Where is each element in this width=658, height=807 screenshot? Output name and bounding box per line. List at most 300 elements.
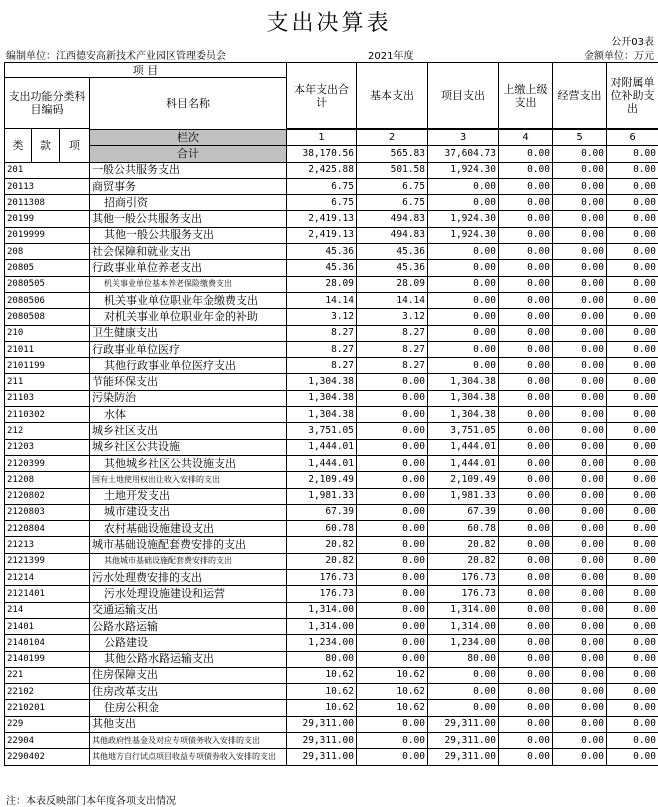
row-name: 卫生健康支出	[90, 325, 287, 341]
col-num-6: 6	[607, 130, 658, 146]
row-value: 0.00	[357, 570, 428, 586]
row-value: 0.00	[357, 407, 428, 423]
col-num-2: 2	[357, 130, 428, 146]
table-row	[5, 178, 658, 194]
row-value: 45.36	[357, 260, 428, 276]
table-row	[5, 195, 658, 211]
row-value: 45.36	[287, 260, 357, 276]
row-value: 0.00	[428, 244, 499, 260]
row-code: 214	[5, 602, 90, 618]
header-func-class: 支出功能分类科目编码	[5, 78, 90, 129]
table-row	[5, 455, 658, 471]
row-name: 城乡社区支出	[90, 423, 287, 439]
table-row	[5, 602, 658, 618]
row-value: 0.00	[607, 390, 658, 406]
row-value: 0.00	[553, 537, 607, 553]
row-name: 行政事业单位养老支出	[90, 260, 287, 276]
row-code: 2080505	[5, 276, 90, 292]
org-name: 编制单位：江西德安高新技术产业园区管理委员会	[6, 47, 226, 62]
row-name: 其他支出	[90, 716, 287, 732]
row-value: 0.00	[607, 325, 658, 341]
row-value: 0.00	[607, 211, 658, 227]
row-value: 0.00	[553, 635, 607, 651]
row-value: 1,234.00	[287, 635, 357, 651]
table-row	[5, 358, 658, 374]
report-year: 2021年度	[368, 47, 413, 62]
row-name: 住房保障支出	[90, 667, 287, 683]
row-code: 21103	[5, 390, 90, 406]
row-value: 29,311.00	[287, 716, 357, 732]
header-subject-name: 科目名称	[90, 78, 287, 130]
row-value: 0.00	[607, 667, 658, 683]
row-value: 45.36	[287, 244, 357, 260]
row-value: 0.00	[357, 635, 428, 651]
form-code: 公开03表	[611, 33, 654, 48]
row-code: 20805	[5, 260, 90, 276]
row-value: 0.00	[607, 276, 658, 292]
row-value: 0.00	[428, 358, 499, 374]
table-row	[5, 472, 658, 488]
row-value: 0.00	[499, 602, 553, 618]
row-value: 0.00	[553, 407, 607, 423]
row-value: 67.39	[287, 504, 357, 520]
row-value: 0.00	[357, 521, 428, 537]
table-row	[5, 716, 658, 732]
row-name: 其他一般公共服务支出	[90, 211, 287, 227]
row-value: 0.00	[428, 309, 499, 325]
row-value: 0.00	[499, 488, 553, 504]
row-value: 0.00	[607, 749, 658, 765]
row-code: 21401	[5, 618, 90, 634]
table-row	[5, 586, 658, 602]
row-value: 3.12	[287, 309, 357, 325]
row-value: 1,314.00	[287, 602, 357, 618]
row-name: 公路水路运输	[90, 618, 287, 634]
row-value: 0.00	[553, 716, 607, 732]
row-value: 1,304.38	[287, 374, 357, 390]
row-value: 0.00	[607, 162, 658, 178]
table-row	[5, 439, 658, 455]
footer-note: 注：本表反映部门本年度各项支出情况	[6, 792, 176, 807]
row-value: 1,304.38	[428, 374, 499, 390]
row-value: 0.00	[428, 178, 499, 194]
row-value: 0.00	[357, 537, 428, 553]
row-value: 0.00	[357, 553, 428, 569]
row-name: 其他公路水路运输支出	[90, 651, 287, 667]
row-value: 2,419.13	[287, 227, 357, 243]
row-name: 机关事业单位职业年金缴费支出	[90, 292, 287, 308]
row-name: 住房公积金	[90, 700, 287, 716]
row-name: 城市建设支出	[90, 504, 287, 520]
row-code: 2210201	[5, 700, 90, 716]
row-name: 其他一般公共服务支出	[90, 227, 287, 243]
row-value: 0.00	[357, 390, 428, 406]
row-value: 0.00	[553, 472, 607, 488]
row-code: 211	[5, 374, 90, 390]
row-value: 2,425.88	[287, 162, 357, 178]
row-code: 2101199	[5, 358, 90, 374]
row-name: 其他政府性基金及对应专项债务收入安排的支出	[90, 732, 287, 748]
row-value: 0.00	[553, 651, 607, 667]
header-project: 项目支出	[428, 63, 499, 129]
row-value: 1,444.01	[287, 439, 357, 455]
row-value: 0.00	[607, 358, 658, 374]
row-value: 0.00	[499, 732, 553, 748]
row-value: 0.00	[357, 716, 428, 732]
row-value: 1,444.01	[428, 439, 499, 455]
row-value: 10.62	[357, 700, 428, 716]
row-code: 2121401	[5, 586, 90, 602]
row-value: 10.62	[287, 684, 357, 700]
row-value: 0.00	[499, 309, 553, 325]
row-value: 0.00	[499, 211, 553, 227]
row-value: 0.00	[499, 358, 553, 374]
row-name: 交通运输支出	[90, 602, 287, 618]
row-value: 0.00	[607, 716, 658, 732]
row-name: 污水处理费安排的支出	[90, 570, 287, 586]
row-value: 0.00	[499, 374, 553, 390]
row-code: 208	[5, 244, 90, 260]
row-value: 0.00	[553, 162, 607, 178]
row-value: 0.00	[499, 504, 553, 520]
table-row	[5, 684, 658, 700]
row-value: 29,311.00	[287, 749, 357, 765]
row-value: 0.00	[553, 700, 607, 716]
total-cell: 38,170.56	[287, 146, 357, 162]
row-value: 10.62	[357, 667, 428, 683]
row-code: 2011308	[5, 195, 90, 211]
row-value: 0.00	[553, 732, 607, 748]
row-value: 29,311.00	[428, 732, 499, 748]
row-code: 2120399	[5, 455, 90, 471]
row-code: 2019999	[5, 227, 90, 243]
row-value: 0.00	[607, 227, 658, 243]
row-value: 0.00	[499, 227, 553, 243]
row-value: 0.00	[428, 260, 499, 276]
row-value: 0.00	[607, 244, 658, 260]
row-value: 0.00	[553, 618, 607, 634]
row-value: 0.00	[428, 700, 499, 716]
row-value: 0.00	[499, 537, 553, 553]
row-name: 其他地方自行试点项目收益专项债券收入安排的支出	[90, 749, 287, 765]
row-value: 20.82	[428, 537, 499, 553]
row-name: 农村基础设施建设支出	[90, 521, 287, 537]
row-value: 494.83	[357, 211, 428, 227]
table-row	[5, 618, 658, 634]
row-value: 8.27	[357, 325, 428, 341]
row-value: 0.00	[607, 602, 658, 618]
row-value: 1,981.33	[428, 488, 499, 504]
row-value: 1,924.30	[428, 211, 499, 227]
table-row	[5, 488, 658, 504]
total-label: 合计	[90, 146, 287, 162]
row-value: 501.58	[357, 162, 428, 178]
row-value: 1,314.00	[428, 602, 499, 618]
header-item-group: 项 目	[5, 63, 287, 78]
table-row	[5, 732, 658, 748]
row-value: 1,304.38	[287, 390, 357, 406]
row-code: 21208	[5, 472, 90, 488]
row-code: 20199	[5, 211, 90, 227]
row-value: 0.00	[607, 374, 658, 390]
row-value: 1,304.38	[287, 407, 357, 423]
row-value: 0.00	[428, 341, 499, 357]
row-value: 0.00	[607, 651, 658, 667]
table-row	[5, 749, 658, 765]
row-value: 20.82	[287, 537, 357, 553]
row-value: 0.00	[357, 472, 428, 488]
table-row	[5, 227, 658, 243]
amount-unit: 金额单位：万元	[584, 47, 654, 62]
row-value: 0.00	[553, 195, 607, 211]
row-code: 20113	[5, 178, 90, 194]
total-cell: 565.83	[357, 146, 428, 162]
row-value: 0.00	[553, 390, 607, 406]
row-value: 0.00	[357, 488, 428, 504]
table-row	[5, 423, 658, 439]
row-value: 0.00	[357, 651, 428, 667]
row-value: 1,234.00	[428, 635, 499, 651]
table-row	[5, 292, 658, 308]
row-value: 14.14	[357, 292, 428, 308]
row-value: 0.00	[553, 586, 607, 602]
table-row	[5, 244, 658, 260]
row-value: 1,314.00	[428, 618, 499, 634]
row-value: 0.00	[357, 618, 428, 634]
row-value: 67.39	[428, 504, 499, 520]
row-value: 80.00	[428, 651, 499, 667]
table-row	[5, 325, 658, 341]
row-value: 0.00	[357, 374, 428, 390]
row-code: 21011	[5, 341, 90, 357]
row-value: 176.73	[287, 570, 357, 586]
row-code: 2121399	[5, 553, 90, 569]
header-lei: 类	[5, 129, 32, 163]
table-row	[5, 309, 658, 325]
row-value: 8.27	[287, 341, 357, 357]
row-value: 0.00	[553, 684, 607, 700]
row-value: 0.00	[607, 684, 658, 700]
row-value: 1,981.33	[287, 488, 357, 504]
row-value: 0.00	[499, 276, 553, 292]
row-name: 污染防治	[90, 390, 287, 406]
row-code: 2080506	[5, 292, 90, 308]
row-value: 0.00	[499, 684, 553, 700]
row-value: 28.09	[287, 276, 357, 292]
row-value: 1,444.01	[287, 455, 357, 471]
col-num-1: 1	[287, 130, 357, 146]
row-value: 0.00	[553, 374, 607, 390]
row-value: 0.00	[553, 325, 607, 341]
row-name: 城乡社区公共设施	[90, 439, 287, 455]
row-value: 0.00	[553, 602, 607, 618]
row-value: 20.82	[287, 553, 357, 569]
row-name: 社会保障和就业支出	[90, 244, 287, 260]
row-value: 0.00	[499, 521, 553, 537]
table-row	[5, 667, 658, 683]
row-value: 0.00	[357, 423, 428, 439]
table-row	[5, 390, 658, 406]
row-value: 6.75	[357, 178, 428, 194]
table-row	[5, 570, 658, 586]
row-code: 2110302	[5, 407, 90, 423]
row-code: 21203	[5, 439, 90, 455]
row-value: 80.00	[287, 651, 357, 667]
row-value: 28.09	[357, 276, 428, 292]
row-value: 3,751.05	[287, 423, 357, 439]
row-code: 2120803	[5, 504, 90, 520]
row-value: 0.00	[499, 439, 553, 455]
row-value: 29,311.00	[287, 732, 357, 748]
row-value: 0.00	[553, 227, 607, 243]
row-value: 0.00	[499, 162, 553, 178]
row-value: 0.00	[553, 211, 607, 227]
report-title: 支出决算表	[0, 6, 658, 37]
total-cell: 37,604.73	[428, 146, 499, 162]
row-value: 0.00	[607, 553, 658, 569]
row-value: 2,109.49	[428, 472, 499, 488]
table-row	[5, 700, 658, 716]
row-value: 60.78	[287, 521, 357, 537]
row-value: 0.00	[428, 195, 499, 211]
row-value: 45.36	[357, 244, 428, 260]
row-value: 2,109.49	[287, 472, 357, 488]
row-value: 0.00	[499, 586, 553, 602]
table-row	[5, 537, 658, 553]
row-value: 8.27	[357, 358, 428, 374]
table-row	[5, 407, 658, 423]
row-value: 3,751.05	[428, 423, 499, 439]
row-name: 污水处理设施建设和运营	[90, 586, 287, 602]
row-name: 其他行政事业单位医疗支出	[90, 358, 287, 374]
table-row	[5, 553, 658, 569]
row-value: 0.00	[499, 244, 553, 260]
row-value: 0.00	[357, 586, 428, 602]
table-row	[5, 504, 658, 520]
table-row	[5, 521, 658, 537]
row-code: 21214	[5, 570, 90, 586]
row-value: 0.00	[607, 521, 658, 537]
row-value: 0.00	[499, 472, 553, 488]
row-name: 土地开发支出	[90, 488, 287, 504]
row-value: 0.00	[607, 292, 658, 308]
header-lanci: 栏次	[90, 130, 287, 146]
row-value: 0.00	[499, 407, 553, 423]
row-value: 176.73	[287, 586, 357, 602]
row-code: 2080508	[5, 309, 90, 325]
row-value: 60.78	[428, 521, 499, 537]
row-value: 0.00	[428, 667, 499, 683]
header-upper: 上缴上级支出	[499, 63, 553, 129]
row-value: 0.00	[607, 488, 658, 504]
row-value: 0.00	[499, 553, 553, 569]
total-cell: 0.00	[553, 146, 607, 162]
row-code: 229	[5, 716, 90, 732]
row-value: 2,419.13	[287, 211, 357, 227]
row-value: 8.27	[287, 358, 357, 374]
row-value: 0.00	[499, 749, 553, 765]
row-value: 3.12	[357, 309, 428, 325]
row-value: 176.73	[428, 586, 499, 602]
row-code: 212	[5, 423, 90, 439]
row-value: 8.27	[357, 341, 428, 357]
row-name: 一般公共服务支出	[90, 162, 287, 178]
row-value: 0.00	[499, 570, 553, 586]
row-value: 0.00	[553, 504, 607, 520]
report-meta	[0, 46, 658, 60]
row-value: 0.00	[357, 732, 428, 748]
row-value: 176.73	[428, 570, 499, 586]
row-value: 0.00	[607, 537, 658, 553]
row-value: 0.00	[553, 309, 607, 325]
header-xiang: 项	[60, 129, 90, 163]
row-value: 6.75	[287, 178, 357, 194]
row-value: 0.00	[607, 732, 658, 748]
row-value: 1,444.01	[428, 455, 499, 471]
row-name: 对机关事业单位职业年金的补助	[90, 309, 287, 325]
row-value: 0.00	[553, 570, 607, 586]
row-value: 10.62	[287, 667, 357, 683]
row-name: 其他城乡社区公共设施支出	[90, 455, 287, 471]
row-value: 0.00	[607, 341, 658, 357]
row-value: 10.62	[357, 684, 428, 700]
row-value: 0.00	[499, 667, 553, 683]
row-value: 0.00	[607, 618, 658, 634]
table-row	[5, 635, 658, 651]
row-value: 0.00	[428, 276, 499, 292]
row-value: 0.00	[499, 195, 553, 211]
row-value: 494.83	[357, 227, 428, 243]
row-value: 0.00	[553, 488, 607, 504]
row-value: 0.00	[499, 651, 553, 667]
row-value: 0.00	[553, 276, 607, 292]
row-name: 机关事业单位基本养老保险缴费支出	[90, 276, 287, 292]
row-value: 0.00	[553, 455, 607, 471]
total-cell: 0.00	[607, 146, 658, 162]
row-value: 0.00	[553, 521, 607, 537]
table-row	[5, 162, 658, 178]
row-value: 1,314.00	[287, 618, 357, 634]
row-code: 201	[5, 162, 90, 178]
row-code: 2140104	[5, 635, 90, 651]
row-value: 0.00	[553, 178, 607, 194]
row-value: 0.00	[607, 700, 658, 716]
row-value: 0.00	[499, 260, 553, 276]
row-value: 6.75	[357, 195, 428, 211]
header-business: 经营支出	[553, 63, 607, 129]
header-basic: 基本支出	[357, 63, 428, 129]
row-value: 0.00	[607, 455, 658, 471]
row-value: 0.00	[499, 635, 553, 651]
row-name: 水体	[90, 407, 287, 423]
row-value: 0.00	[553, 292, 607, 308]
row-value: 0.00	[607, 195, 658, 211]
row-value: 0.00	[357, 439, 428, 455]
row-code: 2120802	[5, 488, 90, 504]
row-value: 0.00	[553, 423, 607, 439]
row-value: 0.00	[553, 667, 607, 683]
row-value: 0.00	[499, 292, 553, 308]
row-value: 0.00	[553, 749, 607, 765]
row-value: 0.00	[357, 455, 428, 471]
row-value: 1,304.38	[428, 407, 499, 423]
row-value: 0.00	[553, 553, 607, 569]
row-value: 0.00	[607, 407, 658, 423]
row-value: 0.00	[499, 618, 553, 634]
header-kuan: 款	[32, 129, 60, 163]
row-name: 行政事业单位医疗	[90, 341, 287, 357]
row-value: 0.00	[607, 260, 658, 276]
